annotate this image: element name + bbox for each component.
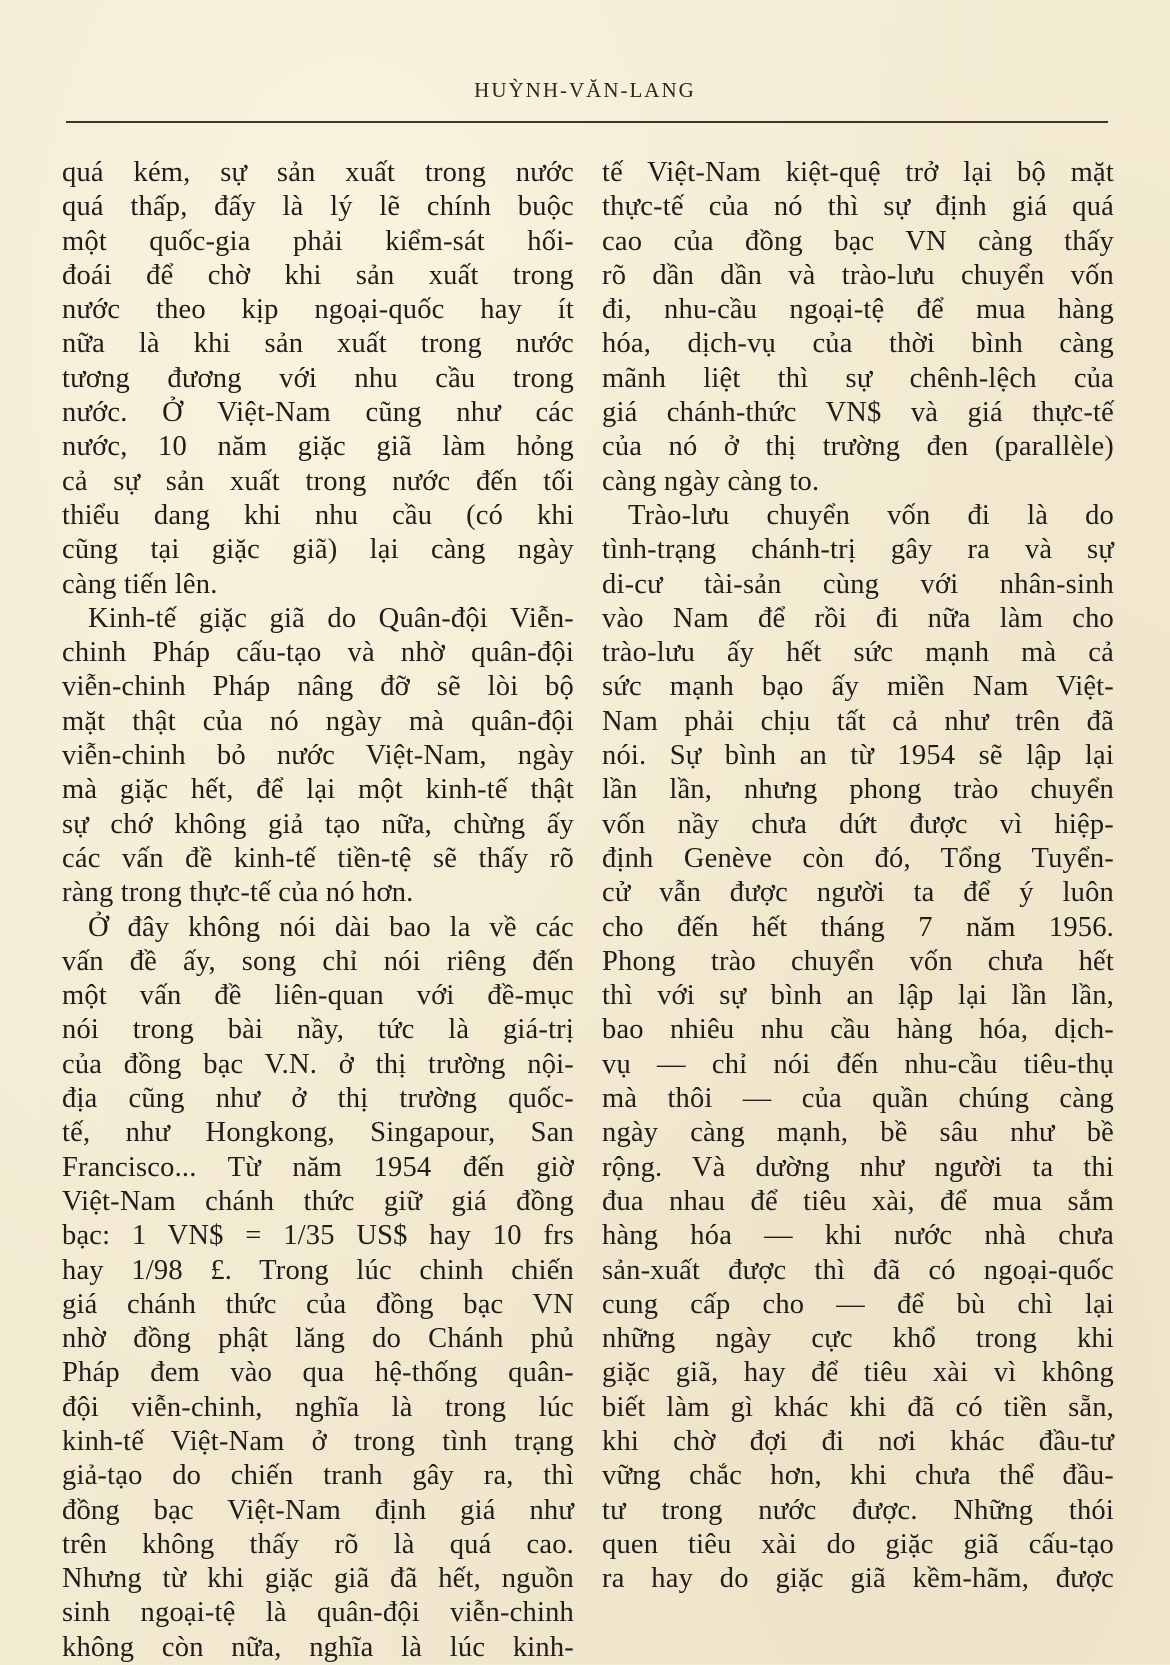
text-line: hàng hóa — khi nước nhà chưa bbox=[602, 1220, 1114, 1252]
text-line: đua nhau để tiêu xài, để mua sắm bbox=[602, 1185, 1114, 1217]
text-line: cử vẫn được người ta để ý luôn bbox=[602, 877, 1114, 909]
text-line: vốn nầy chưa dứt được vì hiệp- bbox=[602, 808, 1114, 840]
right-text-column bbox=[602, 156, 1114, 1596]
text-line: Phong trào chuyển vốn chưa hết bbox=[602, 945, 1114, 977]
text-line: nói trong bài nầy, tức là giá-trị bbox=[62, 1014, 574, 1046]
text-line: giá chánh-thức VN$ và giá thực-tế bbox=[602, 397, 1114, 429]
text-line: Pháp đem vào qua hệ-thống quân- bbox=[62, 1357, 574, 1389]
text-line: đồng bạc Việt-Nam định giá như bbox=[62, 1494, 574, 1526]
text-line: đoái để chờ khi sản xuất trong bbox=[62, 259, 574, 291]
text-line: các vấn đề kinh-tế tiền-tệ sẽ thấy rõ bbox=[62, 842, 574, 874]
text-line: càng ngày càng to. bbox=[602, 465, 820, 497]
text-line: mãnh liệt thì sự chênh-lệch của bbox=[602, 362, 1114, 394]
text-line: quen tiêu xài do giặc giã cấu-tạo bbox=[602, 1528, 1114, 1560]
running-header: HUỲNH-VĂN-LANG bbox=[474, 78, 696, 102]
text-line: địa cũng như ở thị trường quốc- bbox=[62, 1083, 574, 1115]
text-line: rộng. Và dường như người ta thi bbox=[602, 1151, 1114, 1183]
text-line: giá chánh thức của đồng bạc VN bbox=[62, 1288, 574, 1320]
text-line: cả sự sản xuất trong nước đến tối bbox=[62, 465, 574, 497]
text-line: ràng trong thực-tế của nó hơn. bbox=[62, 877, 414, 909]
text-line: Việt-Nam chánh thức giữ giá đồng bbox=[62, 1185, 574, 1217]
text-line: ra hay do giặc giã kềm-hãm, được bbox=[602, 1563, 1114, 1595]
left-text-column bbox=[62, 156, 574, 1665]
text-line: sự chớ không giả tạo nữa, chừng ấy bbox=[62, 808, 574, 840]
text-line: sức mạnh bạo ấy miền Nam Việt- bbox=[602, 671, 1114, 703]
text-line: nước theo kịp ngoại-quốc hay ít bbox=[62, 294, 574, 326]
text-line: quá kém, sự sản xuất trong nước bbox=[62, 157, 574, 188]
text-line: những ngày cực khổ trong khi bbox=[602, 1323, 1114, 1355]
text-line: mặt thật của nó ngày mà quân-đội bbox=[62, 705, 574, 737]
header-rule bbox=[66, 121, 1108, 123]
text-line: vào Nam để rồi đi nữa làm cho bbox=[602, 602, 1114, 634]
text-line: một vấn đề liên-quan với đề-mục bbox=[62, 980, 574, 1012]
text-line: hóa, dịch-vụ của thời bình càng bbox=[602, 328, 1114, 360]
text-line: rõ dần dần và trào-lưu chuyển vốn bbox=[602, 259, 1114, 291]
text-line: tình-trạng chánh-trị gây ra và sự bbox=[602, 534, 1114, 566]
text-line: của đồng bạc V.N. ở thị trường nội- bbox=[62, 1048, 574, 1080]
text-line: tương đương với nhu cầu trong bbox=[62, 362, 574, 394]
text-line: hay 1/98 £. Trong lúc chinh chiến bbox=[62, 1254, 574, 1286]
text-line: vụ — chỉ nói đến nhu-cầu tiêu-thụ bbox=[602, 1048, 1114, 1080]
text-line: định Genève còn đó, Tổng Tuyển- bbox=[602, 842, 1114, 874]
text-line: giả-tạo do chiến tranh gây ra, thì bbox=[62, 1460, 574, 1492]
text-line: Kinh-tế giặc giã do Quân-đội Viễn- bbox=[88, 602, 574, 634]
text-line: đội viễn-chinh, nghĩa là trong lúc bbox=[62, 1391, 574, 1423]
text-line: tư trong nước được. Những thói bbox=[602, 1494, 1114, 1526]
text-line: thực-tế của nó thì sự định giá quá bbox=[602, 191, 1114, 223]
text-line: nhờ đồng phật lăng do Chánh phủ bbox=[62, 1323, 574, 1355]
text-line: nữa là khi sản xuất trong nước bbox=[62, 328, 574, 360]
text-line: tế Việt-Nam kiệt-quệ trở lại bộ mặt bbox=[602, 157, 1114, 188]
text-line: cung cấp cho — để bù chì lại bbox=[602, 1288, 1114, 1320]
text-line: Nhưng từ khi giặc giã đã hết, nguồn bbox=[62, 1563, 574, 1595]
text-line: biết làm gì khác khi đã có tiền sẵn, bbox=[602, 1391, 1114, 1423]
text-line: của nó ở thị trường đen (parallèle) bbox=[602, 431, 1114, 463]
text-line: ngày càng mạnh, bề sâu như bề bbox=[602, 1117, 1114, 1149]
text-line: di-cư tài-sản cùng với nhân-sinh bbox=[602, 568, 1114, 600]
text-line: không còn nữa, nghĩa là lúc kinh- bbox=[62, 1631, 574, 1663]
text-line: một quốc-gia phải kiểm-sát hối- bbox=[62, 225, 574, 257]
text-line: nói. Sự bình an từ 1954 sẽ lập lại bbox=[602, 740, 1114, 772]
text-line: càng tiến lên. bbox=[62, 568, 218, 600]
text-line: nước. Ở Việt-Nam cũng như các bbox=[62, 397, 574, 429]
text-line: cũng tại giặc giã) lại càng ngày bbox=[62, 534, 574, 566]
text-line: tế, như Hongkong, Singapour, San bbox=[62, 1117, 574, 1149]
text-line: bao nhiêu nhu cầu hàng hóa, dịch- bbox=[602, 1014, 1114, 1046]
text-line: quá thấp, đấy là lý lẽ chính buộc bbox=[62, 191, 574, 223]
text-line: thì với sự bình an lập lại lần lần, bbox=[602, 980, 1114, 1012]
text-line: Trào-lưu chuyển vốn đi là do bbox=[628, 499, 1114, 531]
text-line: giặc giã, hay để tiêu xài vì không bbox=[602, 1357, 1114, 1389]
text-line: vững chắc hơn, khi chưa thể đầu- bbox=[602, 1460, 1114, 1492]
text-line: đi, nhu-cầu ngoại-tệ để mua hàng bbox=[602, 294, 1114, 326]
text-line: chinh Pháp cấu-tạo và nhờ quân-đội bbox=[62, 637, 574, 669]
text-line: Ở đây không nói dài bao la về các bbox=[88, 911, 574, 943]
text-line: mà thôi — của quần chúng càng bbox=[602, 1083, 1114, 1115]
text-line: cao của đồng bạc VN càng thấy bbox=[602, 225, 1114, 257]
text-line: cho đến hết tháng 7 năm 1956. bbox=[602, 911, 1114, 943]
text-line: viễn-chinh Pháp nâng đỡ sẽ lòi bộ bbox=[62, 671, 574, 703]
text-line: kinh-tế Việt-Nam ở trong tình trạng bbox=[62, 1425, 574, 1457]
text-line: viễn-chinh bỏ nước Việt-Nam, ngày bbox=[62, 740, 574, 772]
text-line: Nam phải chịu tất cả như trên đã bbox=[602, 705, 1114, 737]
text-line: trên không thấy rõ là quá cao. bbox=[62, 1528, 574, 1560]
text-line: sinh ngoại-tệ là quân-đội viễn-chinh bbox=[62, 1597, 574, 1629]
text-line: khi chờ đợi đi nơi khác đầu-tư bbox=[602, 1425, 1114, 1457]
text-line: sản-xuất được thì đã có ngoại-quốc bbox=[602, 1254, 1114, 1286]
text-line: thiểu dang khi nhu cầu (có khi bbox=[62, 499, 574, 531]
text-line: bạc: 1 VN$ = 1/35 US$ hay 10 frs bbox=[62, 1220, 574, 1252]
text-line: vấn đề ấy, song chỉ nói riêng đến bbox=[62, 945, 574, 977]
text-line: trào-lưu ấy hết sức mạnh mà cả bbox=[602, 637, 1114, 669]
text-line: lần lần, nhưng phong trào chuyển bbox=[602, 774, 1114, 806]
text-line: mà giặc hết, để lại một kinh-tế thật bbox=[62, 774, 574, 806]
text-line: nước, 10 năm giặc giã làm hỏng bbox=[62, 431, 574, 463]
text-line: Francisco... Từ năm 1954 đến giờ bbox=[62, 1151, 574, 1183]
